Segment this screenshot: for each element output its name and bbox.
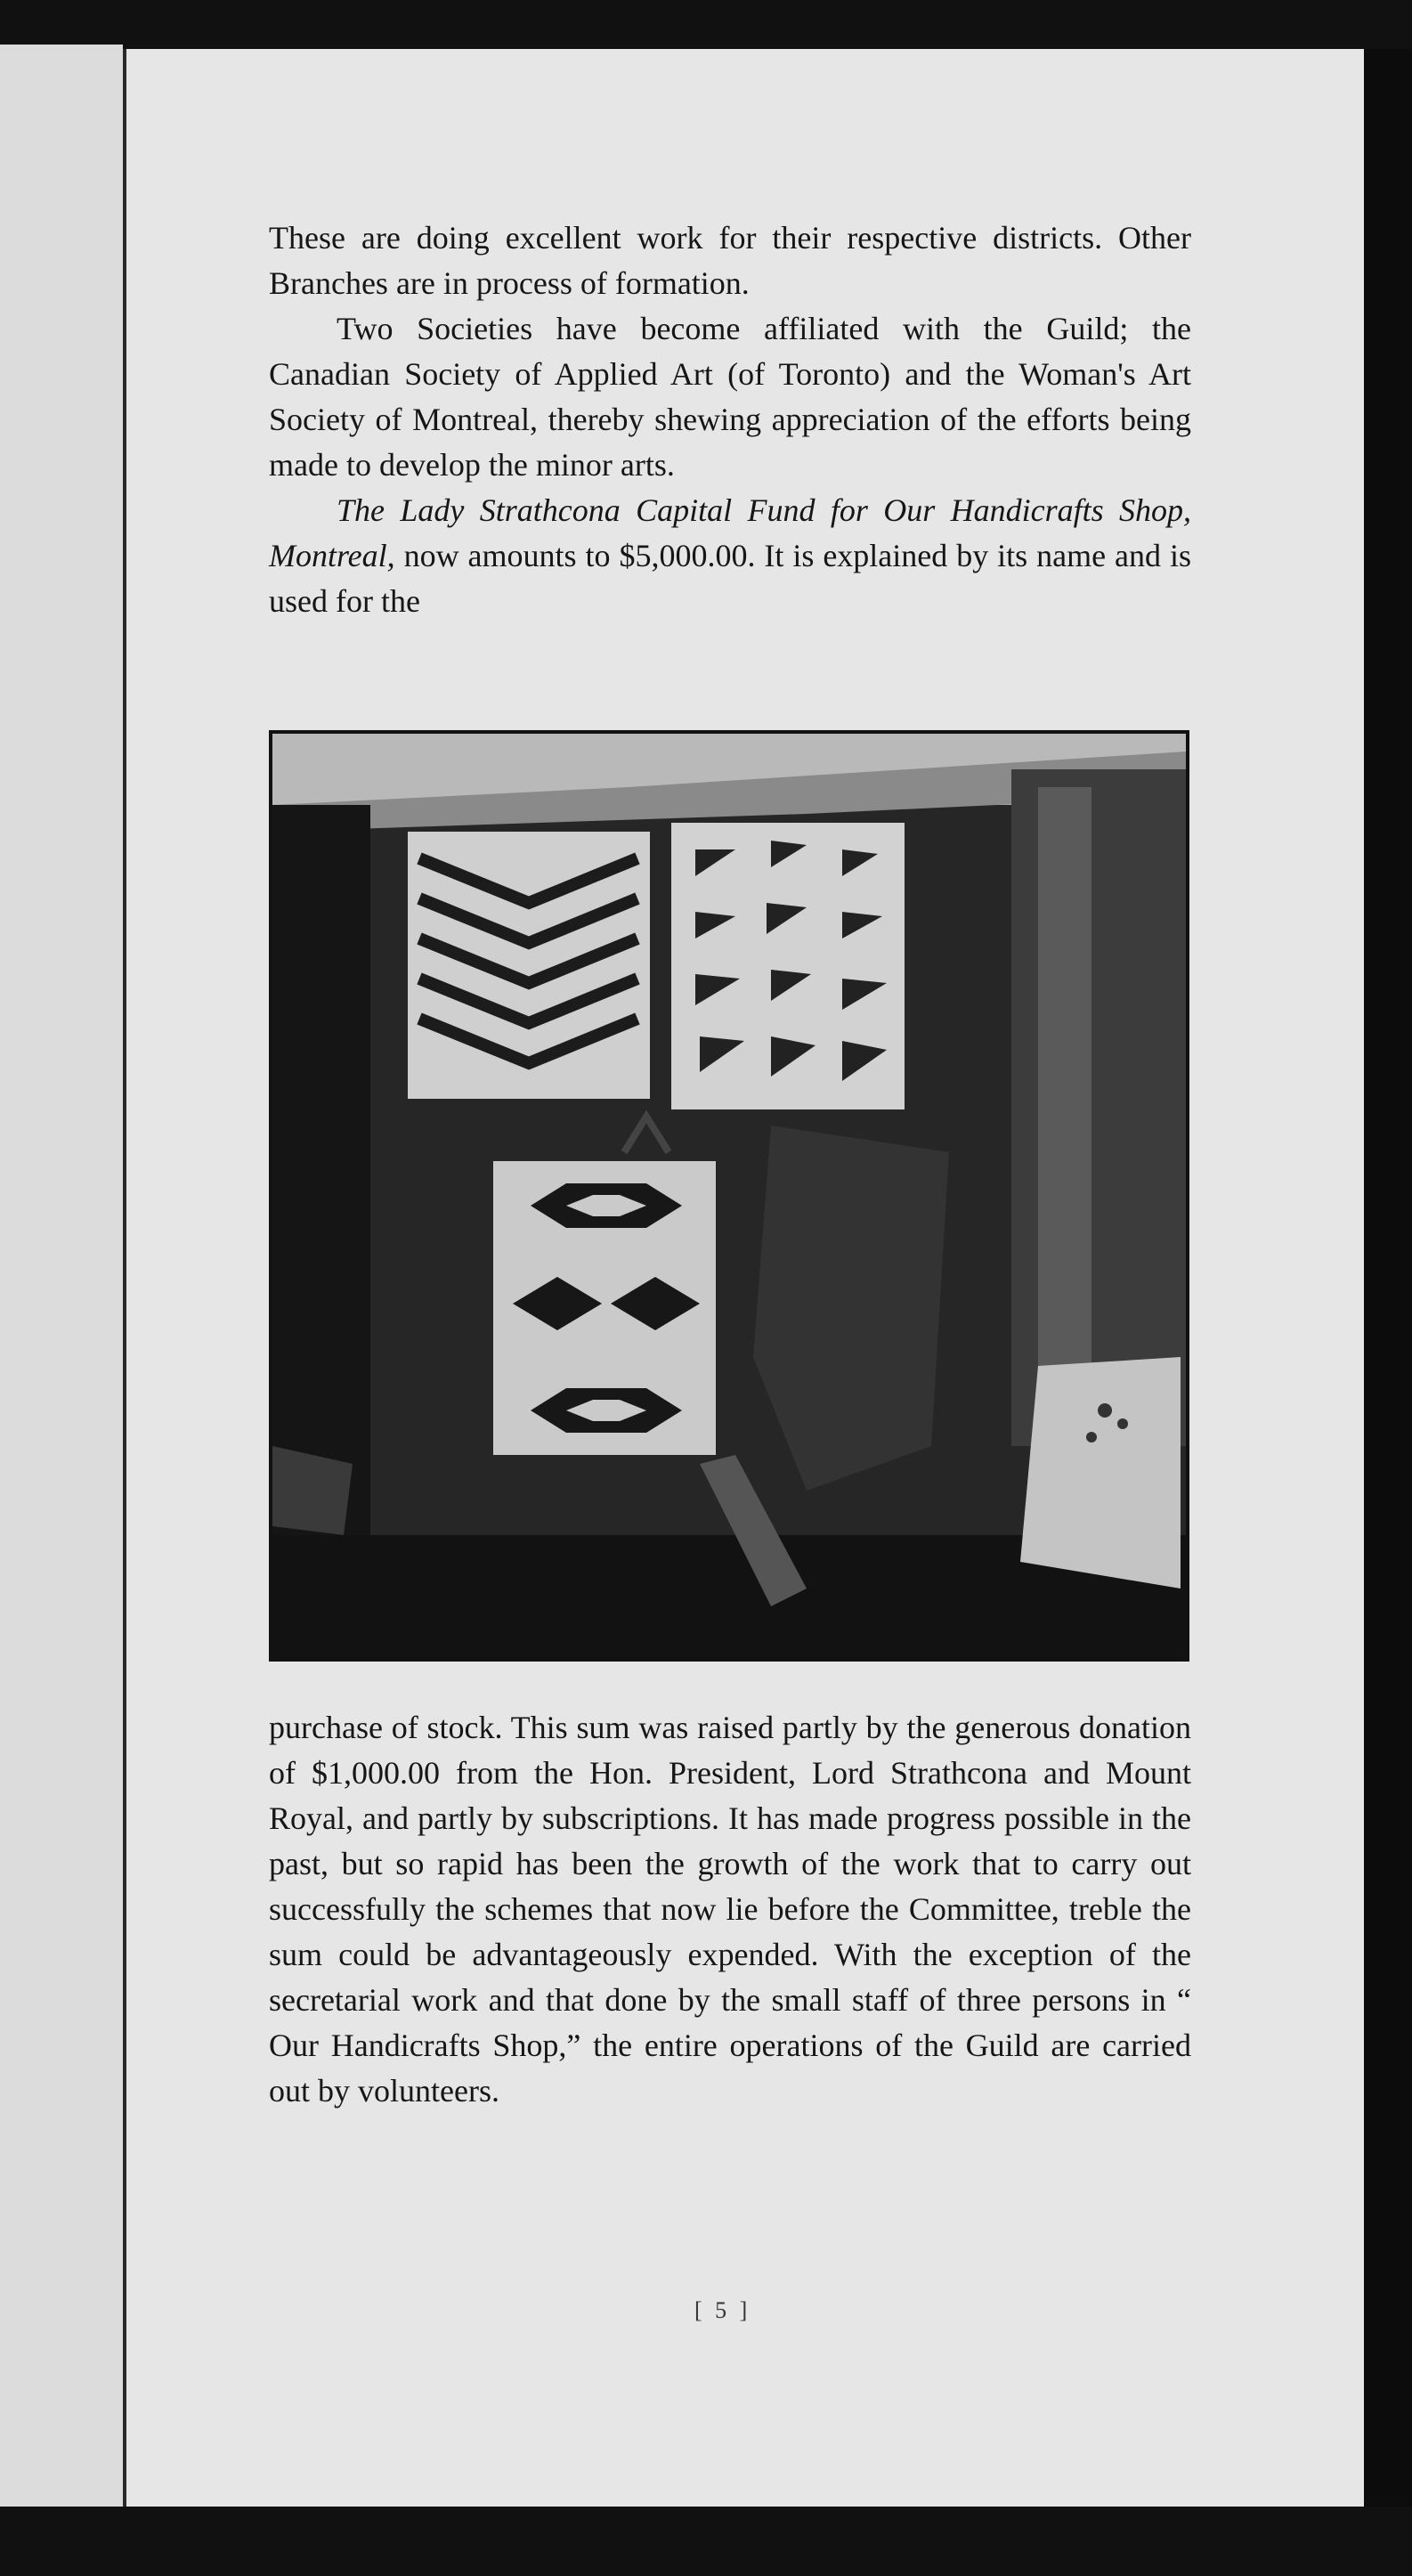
bag-small xyxy=(1020,1357,1181,1589)
page-number: [ 5 ] xyxy=(694,2297,751,2323)
text-bottom xyxy=(269,1705,1191,2114)
paragraph-stock: purchase of stock. This sum was raised partly by the generous donation of $1,000.00 from the Hon. President, Lord Strathcona and Mount Royal, and partly by subscriptions. It has made progress possible in the past, but so rapid has been the growth of the work that to carry out successfully the schemes that now lie before the Committee, treble the sum could be advantageously expended. With the exception of the secretarial work and that done by the small staff of three persons in “ Our Handicrafts Shop,” the entire operations of the Guild are carried out by volunteers. xyxy=(269,1710,1191,2109)
bag-diamond xyxy=(493,1117,716,1455)
paragraph-societies: Two Societies have become affiliated with the Guild; the Canadian Society of Applied Art (of Toronto) and the Woman's Art Society of Montreal, thereby shewing appreciation of the efforts being made to develop the minor arts. xyxy=(269,311,1191,483)
text-top xyxy=(269,215,1191,624)
bag-stepped xyxy=(671,823,905,1109)
facing-page-edge xyxy=(0,45,123,2507)
paragraph-branches: These are doing excellent work for their respective districts. Other Branches are in process of formation. xyxy=(269,220,1191,301)
fund-title: The Lady Strathcona Capital Fund for Our Handicrafts Shop, Montreal, xyxy=(269,492,1191,573)
bag-chevron xyxy=(408,832,650,1099)
basketry-photograph xyxy=(269,730,1189,1662)
fund-text: now amounts to $5,000.00. It is explained by its name and is used for the xyxy=(269,538,1191,619)
paragraph-fund xyxy=(269,488,1191,624)
scan-bottom-edge xyxy=(0,2507,1412,2576)
scan-top-edge xyxy=(0,0,1412,49)
